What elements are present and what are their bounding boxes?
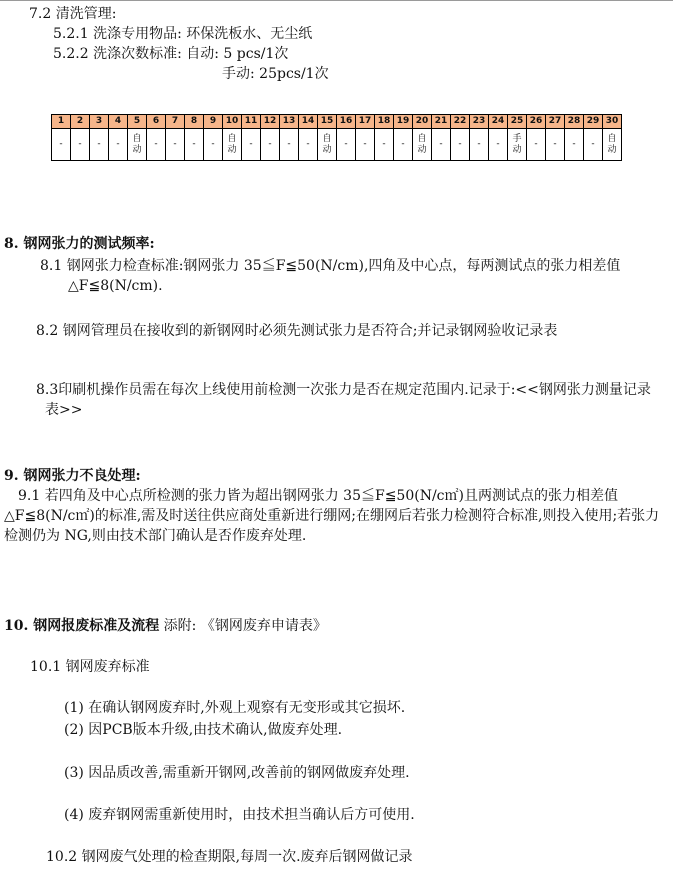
item-5-2-1: 5.2.1 洗涤专用物品: 环保洗板水、无尘纸	[53, 26, 313, 42]
sub-10-2: 10.2 钢网废气处理的检查期限,每周一次.废弃后钢网做记录	[46, 849, 413, 865]
para-8-1-text: 8.1 钢网张力检查标准:钢网张力 35≦F≦50(N/cm),四角及中心点，每两测试点的张力相差值△F≦8(N/cm).	[40, 258, 621, 294]
list-item: (1) 在确认钢网废弃时,外观上观察有无变形或其它损坏.	[64, 700, 406, 716]
section-8-title: 8. 钢网张力的测试频率:	[4, 236, 155, 252]
schedule-mode-cell: -	[451, 129, 470, 161]
schedule-mode-cell: -	[242, 129, 261, 161]
schedule-day-cell: 22	[451, 115, 470, 129]
schedule-mode-cell: -	[185, 129, 204, 161]
schedule-mode-cell: -	[565, 129, 584, 161]
schedule-mode-cell: 自 动	[128, 129, 147, 161]
schedule-mode-cell: -	[280, 129, 299, 161]
schedule-mode-cell: -	[470, 129, 489, 161]
schedule-day-cell: 21	[432, 115, 451, 129]
section-9-title: 9. 钢网张力不良处理:	[4, 468, 141, 484]
schedule-day-cell: 9	[204, 115, 223, 129]
schedule-day-cell: 26	[527, 115, 546, 129]
schedule-day-cell: 7	[166, 115, 185, 129]
schedule-day-cell: 17	[356, 115, 375, 129]
schedule-day-cell: 11	[242, 115, 261, 129]
cleaning-schedule-table	[51, 114, 622, 161]
list-item: (3) 因品质改善,需重新开钢网,改善前的钢网做废弃处理.	[64, 765, 410, 781]
schedule-mode-cell: -	[375, 129, 394, 161]
para-8-2: 8.2 钢网管理员在接收到的新钢网时必须先测试张力是否符合;并记录钢网验收记录表	[36, 323, 558, 339]
section-7-2-heading: 7.2 清洗管理:	[29, 6, 117, 22]
schedule-mode-cell: -	[337, 129, 356, 161]
schedule-mode-cell: 自 动	[603, 129, 622, 161]
item-5-2-2: 5.2.2 洗涤次数标准: 自动: 5 pcs/1次	[53, 46, 289, 62]
schedule-day-cell: 19	[394, 115, 413, 129]
schedule-mode-cell: 自 动	[413, 129, 432, 161]
schedule-day-cell: 13	[280, 115, 299, 129]
para-8-1	[40, 256, 664, 296]
schedule-day-cell: 1	[52, 115, 71, 129]
section-10-title-bold: 10. 钢网报废标准及流程	[4, 618, 160, 634]
top-rule	[0, 0, 673, 1]
schedule-day-cell: 29	[584, 115, 603, 129]
schedule-mode-cell: -	[261, 129, 280, 161]
schedule-mode-cell: -	[299, 129, 318, 161]
schedule-day-cell: 10	[223, 115, 242, 129]
schedule-mode-cell: -	[584, 129, 603, 161]
schedule-day-cell: 3	[90, 115, 109, 129]
schedule-mode-cell: -	[90, 129, 109, 161]
list-item: (4) 废弃钢网需重新使用时，由技术担当确认后方可使用.	[64, 807, 415, 823]
schedule-mode-cell: -	[204, 129, 223, 161]
schedule-day-cell: 28	[565, 115, 584, 129]
schedule-mode-cell: -	[432, 129, 451, 161]
schedule-day-cell: 24	[489, 115, 508, 129]
schedule-mode-cell: 自 动	[223, 129, 242, 161]
schedule-mode-cell: -	[52, 129, 71, 161]
schedule-day-cell: 27	[546, 115, 565, 129]
schedule-day-cell: 16	[337, 115, 356, 129]
schedule-day-cell: 6	[147, 115, 166, 129]
schedule-mode-cell: -	[109, 129, 128, 161]
schedule-day-cell: 18	[375, 115, 394, 129]
schedule-mode-cell: 自 动	[318, 129, 337, 161]
schedule-day-cell: 14	[299, 115, 318, 129]
schedule-mode-cell: -	[489, 129, 508, 161]
schedule-day-cell: 5	[128, 115, 147, 129]
schedule-mode-cell: -	[527, 129, 546, 161]
schedule-day-cell: 12	[261, 115, 280, 129]
schedule-day-cell: 20	[413, 115, 432, 129]
sub-10-1: 10.1 钢网废弃标准	[30, 659, 150, 675]
schedule-mode-row	[52, 129, 622, 161]
para-9-1: 9.1 若四角及中心点所检测的张力皆为超出钢网张力 35≦F≦50(N/c㎡)且两测试点的张力相差值△F≦8(N/c㎡)的标准,需及时送往供应商处重新进行绷网;在绷网后若张力检测符合标准,则投入使用;若张力检测仍为 NG,则由技术部门确认是否作废弃处理.	[4, 488, 660, 544]
schedule-day-row	[52, 115, 622, 129]
schedule-day-cell: 2	[71, 115, 90, 129]
schedule-day-cell: 8	[185, 115, 204, 129]
schedule-day-cell: 4	[109, 115, 128, 129]
section-10-title	[4, 615, 327, 635]
schedule-mode-cell: -	[356, 129, 375, 161]
para-8-3-text: 8.3印刷机操作员需在每次上线使用前检测一次张力是否在规定范围内.记录于:<<钢网张力测量记录表>>	[36, 382, 651, 418]
schedule-day-cell: 25	[508, 115, 527, 129]
schedule-mode-cell: 手 动	[508, 129, 527, 161]
schedule-mode-cell: -	[546, 129, 565, 161]
schedule-day-cell: 23	[470, 115, 489, 129]
list-item: (2) 因PCB版本升级,由技术确认,做废弃处理.	[64, 722, 343, 738]
schedule-mode-cell: -	[147, 129, 166, 161]
section-10-attachment: 添附: 《钢网废弃申请表》	[159, 618, 327, 634]
schedule-mode-cell: -	[166, 129, 185, 161]
schedule-day-cell: 30	[603, 115, 622, 129]
schedule-mode-cell: -	[71, 129, 90, 161]
para-8-3	[36, 380, 664, 420]
schedule-day-cell: 15	[318, 115, 337, 129]
schedule-mode-cell: -	[394, 129, 413, 161]
item-5-2-2-manual: 手动: 25pcs/1次	[222, 66, 329, 82]
